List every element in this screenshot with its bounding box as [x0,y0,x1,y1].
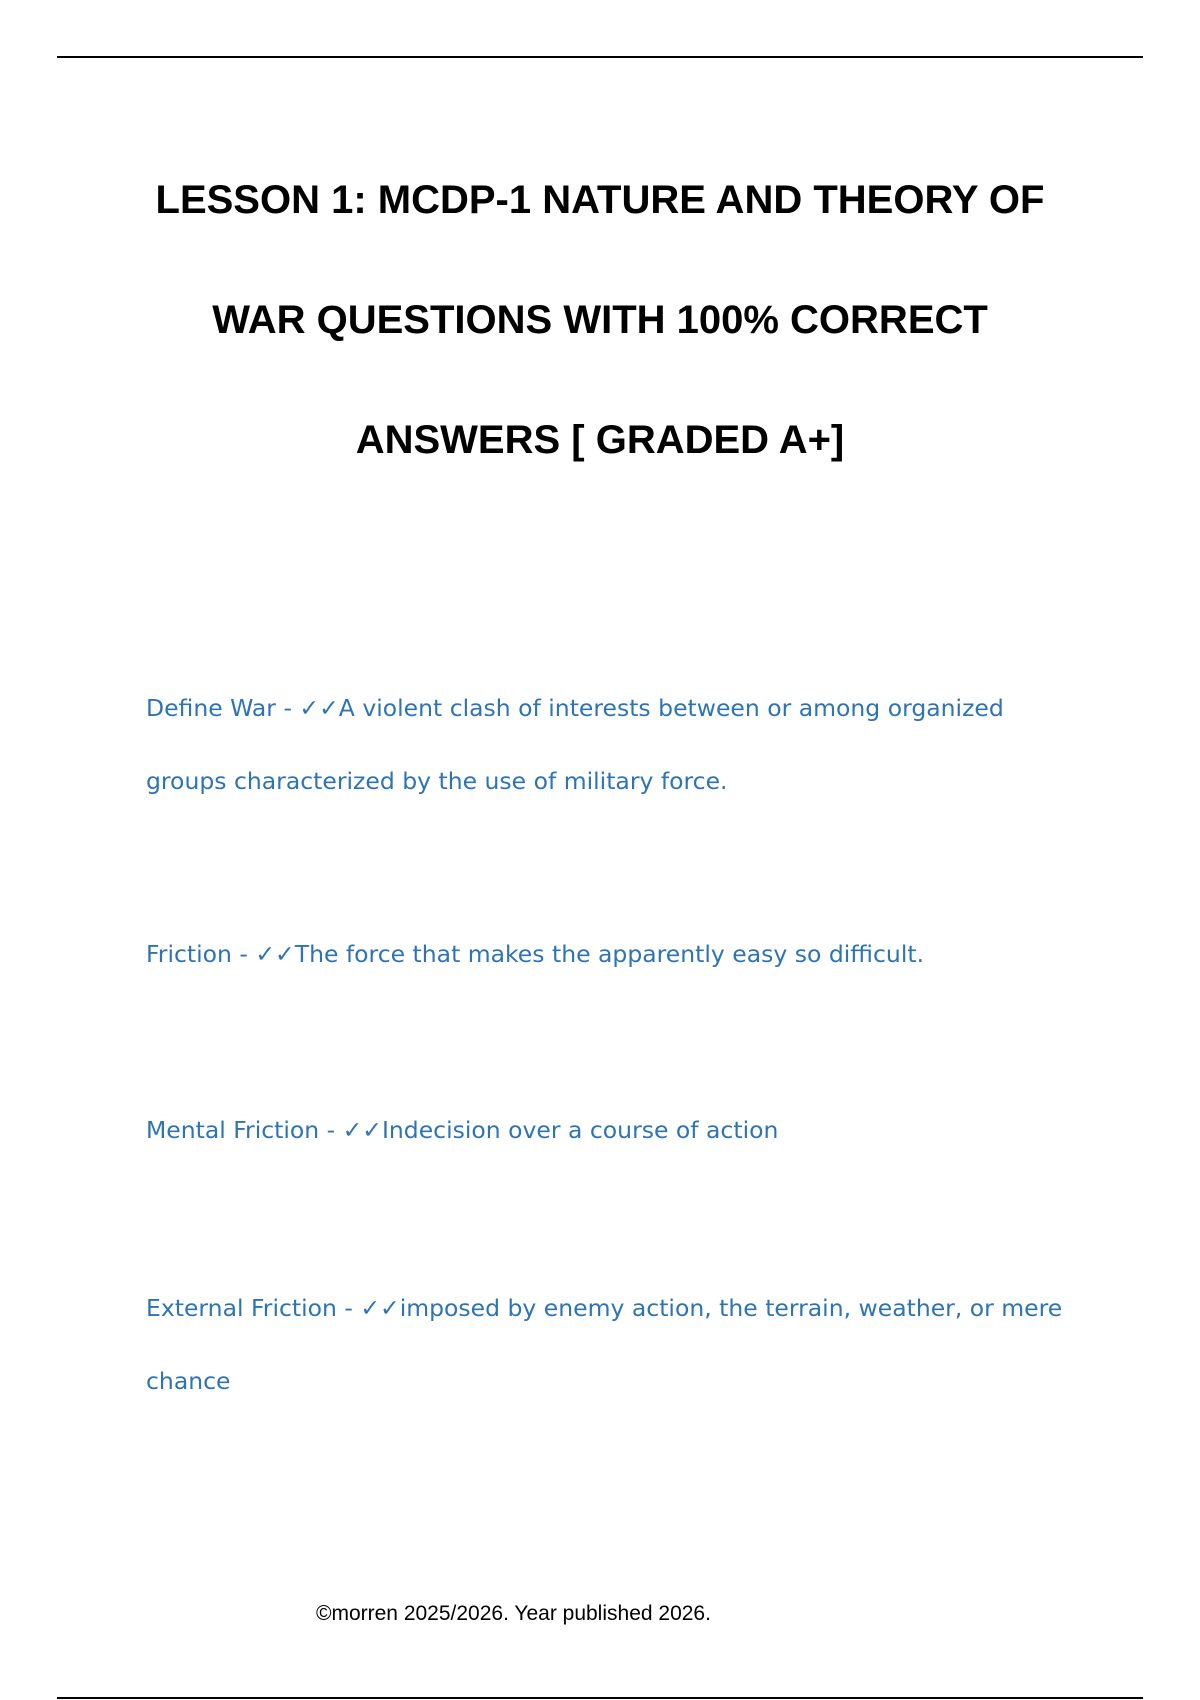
title-line: ANSWERS [ GRADED A+] [355,418,845,462]
bottom-rule [57,1697,1143,1699]
qa-item-external-friction [146,1272,1106,1418]
qa-line: External Friction - ✓✓imposed by enemy action, the terrain, weather, or mere [146,1294,1063,1322]
title-line: WAR QUESTIONS WITH 100% CORRECT [212,298,988,342]
qa-line: Mental Friction - ✓✓Indecision over a course of action [146,1116,779,1144]
qa-item-friction [146,918,1106,991]
title-line: LESSON 1: MCDP-1 NATURE AND THEORY OF [155,178,1045,222]
document-title [80,140,1120,500]
qa-line: chance [146,1367,231,1395]
top-rule [57,56,1143,58]
qa-line: Define War - ✓✓A violent clash of interests between or among organized [146,694,1004,722]
qa-line: Friction - ✓✓The force that makes the apparently easy so difficult. [146,940,925,968]
copyright-footer: ©morren 2025/2026. Year published 2026. [316,1602,711,1625]
qa-item-define-war [146,672,1106,818]
qa-line: groups characterized by the use of military force. [146,767,728,795]
qa-item-mental-friction [146,1094,1106,1167]
